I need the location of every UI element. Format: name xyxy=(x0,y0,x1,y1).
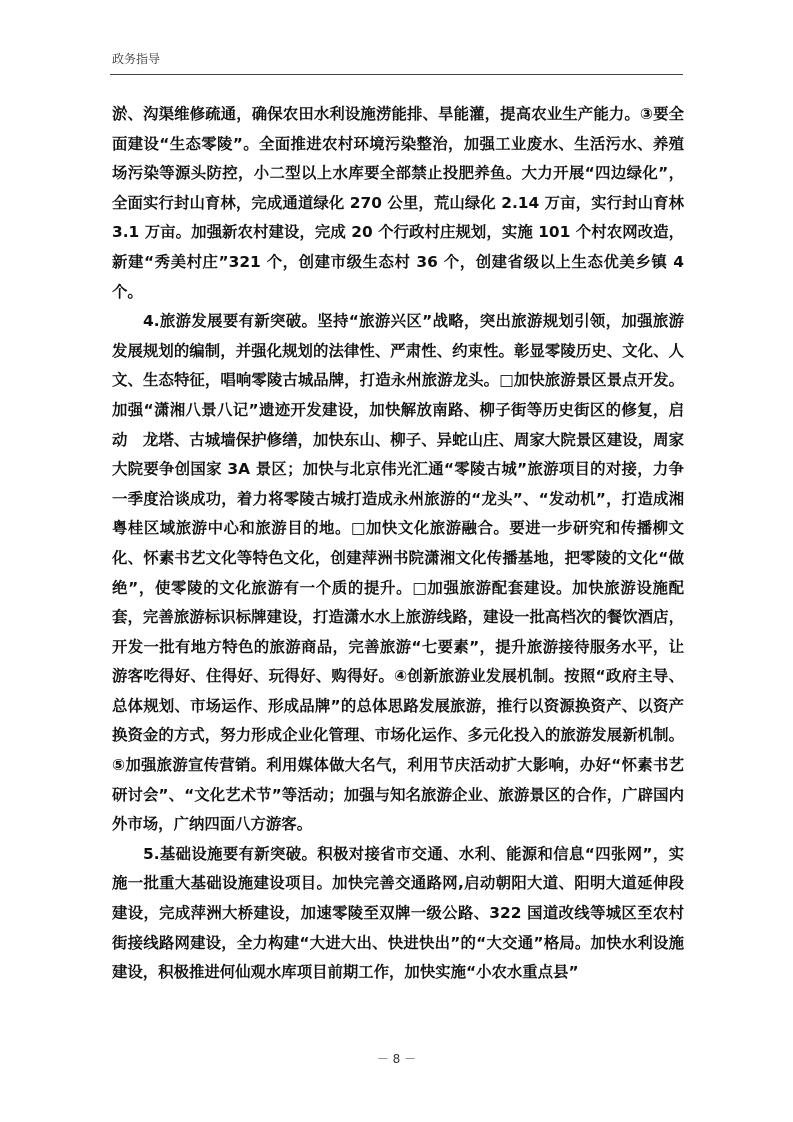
running-header: 政务指导 xyxy=(112,52,161,66)
paragraph-continued: 淤、沟渠维修疏通，确保农田水利设施涝能排、旱能灌，提高农业生产能力。③要全面建设“生态零陵”。全面推进农村环境污染整治，加强工业废水、生活污水、养殖场污染等源头防控，小二型以上水库要全部禁止投肥养鱼。大力开展“四边绿化”，全面实行封山育林，完成通道绿化 270 公里，荒山绿化 2.14 万亩，实行封山育林 3.1 万亩。加强新农村建设，完成 20 个行政村庄规划，实施 101 个村农网改造，新建“秀美村庄”321 个，创建市级生态村 36 个，创建省级以上生态优美乡镇 4 个。 xyxy=(112,105,684,301)
paragraph-tourism: 4.旅游发展要有新突破。坚持“旅游兴区”战略，突出旅游规划引领，加强旅游发展规划的编制，并强化规划的法律性、严肃性、约束性。彰显零陵历史、文化、人文、生态特征，唱响零陵古城品牌，打造永州旅游龙头。□加快旅游景区景点开发。加强“潇湘八景八记”遗迹开发建设，加快解放南路、柳子街等历史街区的修复，启动 龙塔、古城墙保护修缮，加快东山、柳子、异蛇山庄、周家大院景区建设，周家大院要争创国家 3A 景区；加快与北京伟光汇通“零陵古城”旅游项目的对接，力争一季度洽谈成功，着力将零陵古城打造成永州旅游的“龙头”、“发动机”，打造成湘粤桂区域旅游中心和旅游目的地。□加快文化旅游融合。要进一步研究和传播柳文化、怀素书艺文化等特色文化，创建萍洲书院潇湘文化传播基地，把零陵的文化“做绝”，使零陵的文化旅游有一个质的提升。□加强旅游配套建设。加快旅游设施配套，完善旅游标识标牌建设，打造潇水水上旅游线路，建设一批高档次的餐饮酒店，开发一批有地方特色的旅游商品，完善旅游“七要素”，提升旅游接待服务水平，让游客吃得好、住得好、玩得好、购得好。④创新旅游业发展机制。按照“政府主导、总体规划、市场运作、形成品牌”的总体思路发展旅游，推行以资源换资产、以资产换资金的方式，努力形成企业化管理、市场化运作、多元化投入的旅游发展新机制。⑤加强旅游宣传营销。利用媒体做大名气，利用节庆活动扩大影响，办好“怀素书艺研讨会”、“文化艺术节”等活动；加强与知名旅游企业、旅游景区的合作，广辟国内外市场，广纳四面八方游客。 xyxy=(112,312,684,834)
page-number: － 8 － xyxy=(376,1052,417,1066)
body-text xyxy=(112,100,684,988)
paragraph-infrastructure: 5.基础设施要有新突破。积极对接省市交通、水利、能源和信息“四张网”，实施一批重大基础设施建设项目。加快完善交通路网,启动朝阳大道、阳明大道延伸段建设，完成萍洲大桥建设，加速零陵至双牌一级公路、322 国道改线等城区至农村街接线路网建设，全力构建“大进大出、快进快出”的“大交通”格局。加快水利设施建设，积极推进何仙观水库项目前期工作，加快实施“小农水重点县” xyxy=(112,844,684,982)
header-divider xyxy=(110,74,683,75)
